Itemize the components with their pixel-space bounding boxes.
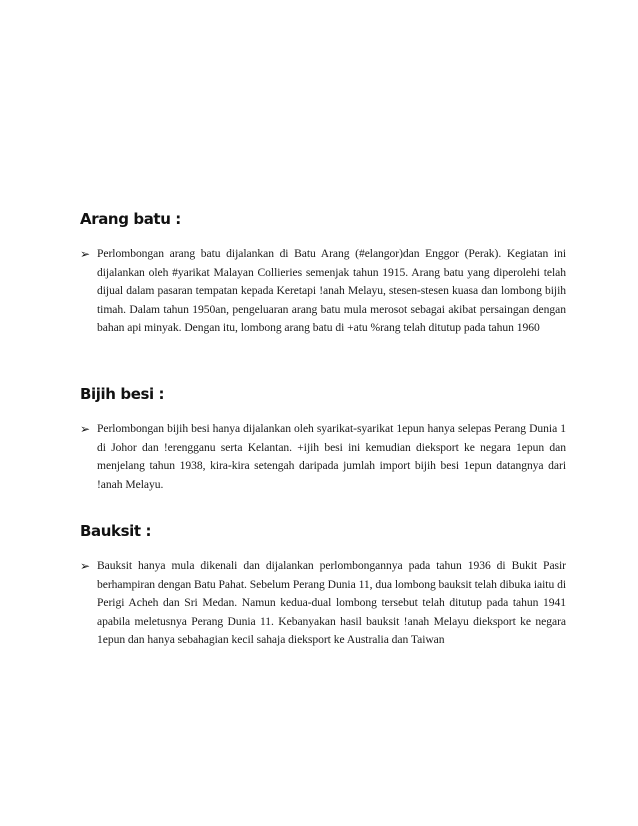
section-heading: Bauksit : bbox=[80, 522, 152, 540]
section-bauksit bbox=[80, 520, 566, 650]
section-heading: Arang batu : bbox=[80, 210, 181, 228]
arrowhead-bullet-icon: ➢ bbox=[80, 422, 91, 436]
bullet-item bbox=[80, 420, 566, 494]
bullet-text: Perlombongan arang batu dijalankan di Batu Arang (#elangor)dan Enggor (Perak). Kegiatan ini dijalankan oleh #yarikat Malayan Collieries semenjak tahun 1915. Arang batu yang diperolehi telah dijual dalam pasaran tempatan kepada Keretapi !anah Melayu, stesen-stesen kuasa dan lombong bijih timah. Dalam tahun 1950an, pengeluaran arang batu mula merosot sebagai akibat persaingan dengan bahan api minyak. Dengan itu, lombong arang batu di +atu %rang telah ditutup pada tahun 1960 bbox=[97, 247, 566, 334]
bullet-item bbox=[80, 557, 566, 650]
bullet-text: Perlombongan bijih besi hanya dijalankan oleh syarikat-syarikat 1epun hanya selepas Perang Dunia 1 di Johor dan !erengganu serta Kelantan. +ijih besi ini kemudian dieksport ke negara 1epun dan menjelang tahun 1938, kira-kira setengah daripada jumlah import bijih besi 1epun datangnya dari !anah Melayu. bbox=[97, 422, 566, 491]
bullet-item bbox=[80, 245, 566, 338]
arrowhead-bullet-icon: ➢ bbox=[80, 247, 91, 261]
section-heading: Bijih besi : bbox=[80, 385, 165, 403]
section-arang-batu bbox=[80, 208, 566, 338]
section-bijih-besi bbox=[80, 383, 566, 494]
bullet-text: Bauksit hanya mula dikenali dan dijalankan perlombongannya pada tahun 1936 di Bukit Pasir berhampiran dengan Batu Pahat. Sebelum Perang Dunia 11, dua lombong bauksit telah dibuka iaitu di Perigi Acheh dan Sri Medan. Namun kedua-dual lombong tersebut telah ditutup pada tahun 1941 apabila meletusnya Perang Dunia 11. Kebanyakan hasil bauksit !anah Melayu dieksport ke negara 1epun dan hanya sebahagian kecil sahaja dieksport ke Australia dan Taiwan bbox=[97, 559, 566, 646]
arrowhead-bullet-icon: ➢ bbox=[80, 559, 91, 573]
